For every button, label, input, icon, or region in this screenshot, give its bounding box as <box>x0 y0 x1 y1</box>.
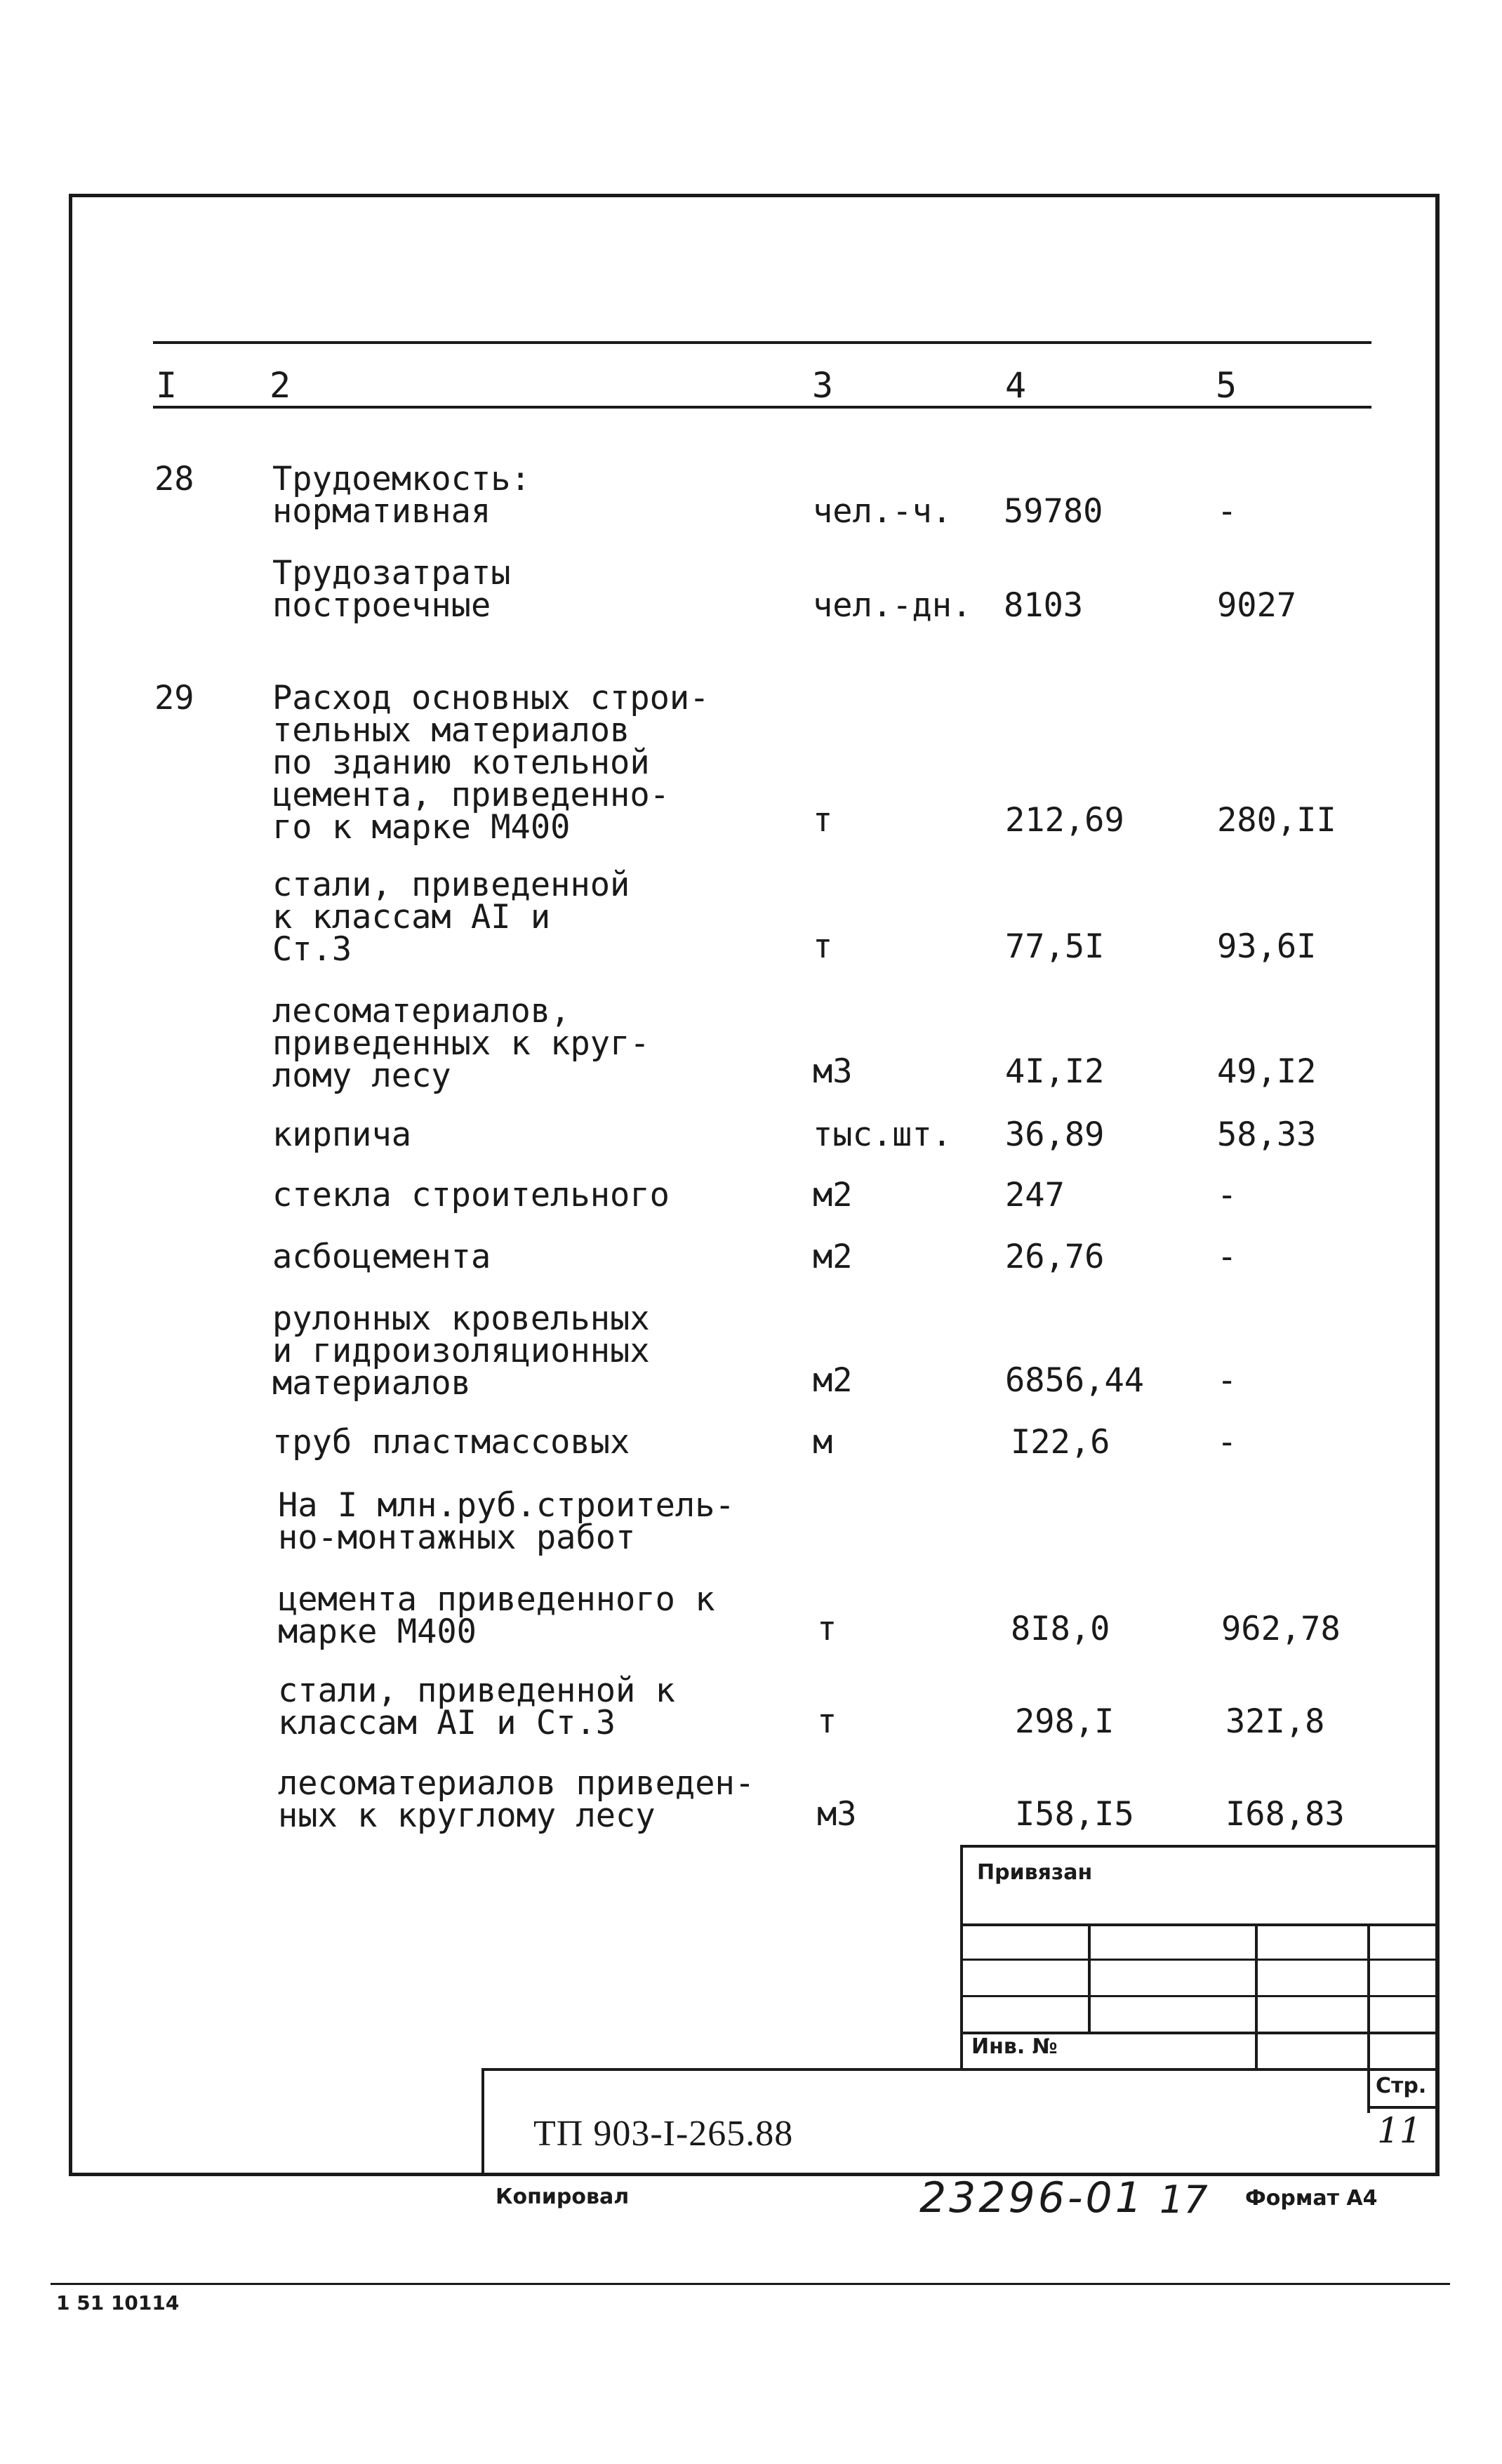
col-header-4: 4 <box>1005 365 1027 406</box>
stamp-col-divider-3 <box>1367 1923 1370 2113</box>
row-name: Расход основных строи- тельных материалов по зданию котельной цемента, приведенно- го к марке М400 <box>272 679 710 847</box>
row-name: лесоматериалов приведен- ных к круглому лесу <box>278 1764 755 1835</box>
row-name: стекла строительного <box>272 1176 670 1214</box>
col-header-2: 2 <box>270 365 291 406</box>
row-name: Трудоемкость: нормативная <box>272 460 531 531</box>
format-label: Формат А4 <box>1245 2186 1378 2211</box>
row-value-5: 32I,8 <box>1225 1702 1325 1741</box>
copied-label: Копировал <box>496 2185 630 2209</box>
row-unit: м <box>813 1423 833 1462</box>
row-unit: т <box>817 1702 837 1741</box>
row-unit: м3 <box>813 1052 853 1091</box>
bottom-code: 1 51 10114 <box>56 2291 180 2314</box>
stamp-col-divider-1 <box>1088 1923 1091 2033</box>
row-name: рулонных кровельных и гидроизоляционных материалов <box>272 1299 650 1403</box>
stamp-left-border <box>960 1845 963 2071</box>
row-value-4: 298,I <box>1015 1702 1115 1741</box>
row-unit: м3 <box>817 1795 857 1834</box>
row-name: асбоцемента <box>272 1238 491 1276</box>
inv-label: Инв. № <box>971 2034 1058 2059</box>
row-name: На I млн.руб.строитель- но-монтажных работ <box>278 1486 735 1557</box>
doc-title-left-border <box>481 2068 484 2176</box>
page-number: 11 <box>1377 2110 1422 2151</box>
row-value-5: 93,6I <box>1217 927 1317 966</box>
row-value-5: - <box>1217 1423 1237 1462</box>
row-unit: м2 <box>813 1238 853 1276</box>
bottom-rule <box>51 2283 1450 2285</box>
row-unit: т <box>817 1610 837 1648</box>
row-name: лесоматериалов, приведенных к круг- лому лесу <box>272 992 650 1095</box>
header-top-rule <box>153 341 1371 344</box>
row-value-4: 59780 <box>1004 492 1103 531</box>
row-value-4: 77,5I <box>1005 927 1105 966</box>
row-unit: тыс.шт. <box>813 1115 952 1154</box>
row-value-4: 6856,44 <box>1005 1361 1145 1400</box>
row-value-5: - <box>1217 492 1237 531</box>
attached-label: Привязан <box>977 1860 1093 1885</box>
row-number: 29 <box>154 679 194 717</box>
row-value-4: 36,89 <box>1005 1115 1105 1154</box>
row-number: 28 <box>154 460 194 498</box>
stamp-top-rule <box>960 1845 1439 1848</box>
row-value-5: 9027 <box>1217 586 1297 625</box>
row-name: Трудозатраты построечные <box>272 554 511 625</box>
row-name: кирпича <box>272 1115 412 1154</box>
row-value-5: - <box>1217 1176 1237 1214</box>
row-unit: чел.-ч. <box>813 492 952 531</box>
row-value-4: I22,6 <box>1011 1423 1110 1462</box>
row-name: цемента приведенного к марке М400 <box>278 1580 715 1651</box>
row-unit: м2 <box>813 1176 853 1214</box>
col-header-3: 3 <box>812 365 834 406</box>
row-unit: т <box>813 927 833 966</box>
row-value-4: 4I,I2 <box>1005 1052 1105 1091</box>
row-name: стали, приведенной к классам AI и Ст.3 <box>278 1671 675 1742</box>
row-value-5: 49,I2 <box>1217 1052 1317 1091</box>
page-label: Стр. <box>1376 2074 1427 2098</box>
page-cell-divider <box>1367 2106 1439 2109</box>
row-value-4: 26,76 <box>1005 1238 1105 1276</box>
row-unit: м2 <box>813 1361 853 1400</box>
col-header-1: I <box>156 365 178 406</box>
archive-number: 23296-01 <box>919 2173 1145 2223</box>
sheet-number: 17 <box>1159 2178 1208 2222</box>
doc-title-top-rule <box>481 2068 1439 2071</box>
header-bottom-rule <box>153 406 1371 409</box>
row-value-5: - <box>1217 1361 1237 1400</box>
row-value-4: 247 <box>1005 1176 1065 1214</box>
doc-code: ТП 903-I-265.88 <box>533 2114 794 2154</box>
row-value-5: - <box>1217 1238 1237 1276</box>
row-unit: т <box>813 801 833 840</box>
row-value-5: 962,78 <box>1221 1610 1341 1648</box>
row-value-5: 280,II <box>1217 801 1336 840</box>
row-value-4: 212,69 <box>1005 801 1124 840</box>
row-unit: чел.-дн. <box>813 586 972 625</box>
row-name: труб пластмассовых <box>272 1423 630 1462</box>
stamp-col-divider-2 <box>1255 1923 1258 2071</box>
row-value-5: I68,83 <box>1225 1795 1345 1834</box>
row-value-4: 8I8,0 <box>1011 1610 1110 1648</box>
row-value-4: I58,I5 <box>1015 1795 1134 1834</box>
row-value-5: 58,33 <box>1217 1115 1317 1154</box>
row-name: стали, приведенной к классам AI и Ст.3 <box>272 866 630 969</box>
row-value-4: 8103 <box>1004 586 1084 625</box>
col-header-5: 5 <box>1216 365 1237 406</box>
